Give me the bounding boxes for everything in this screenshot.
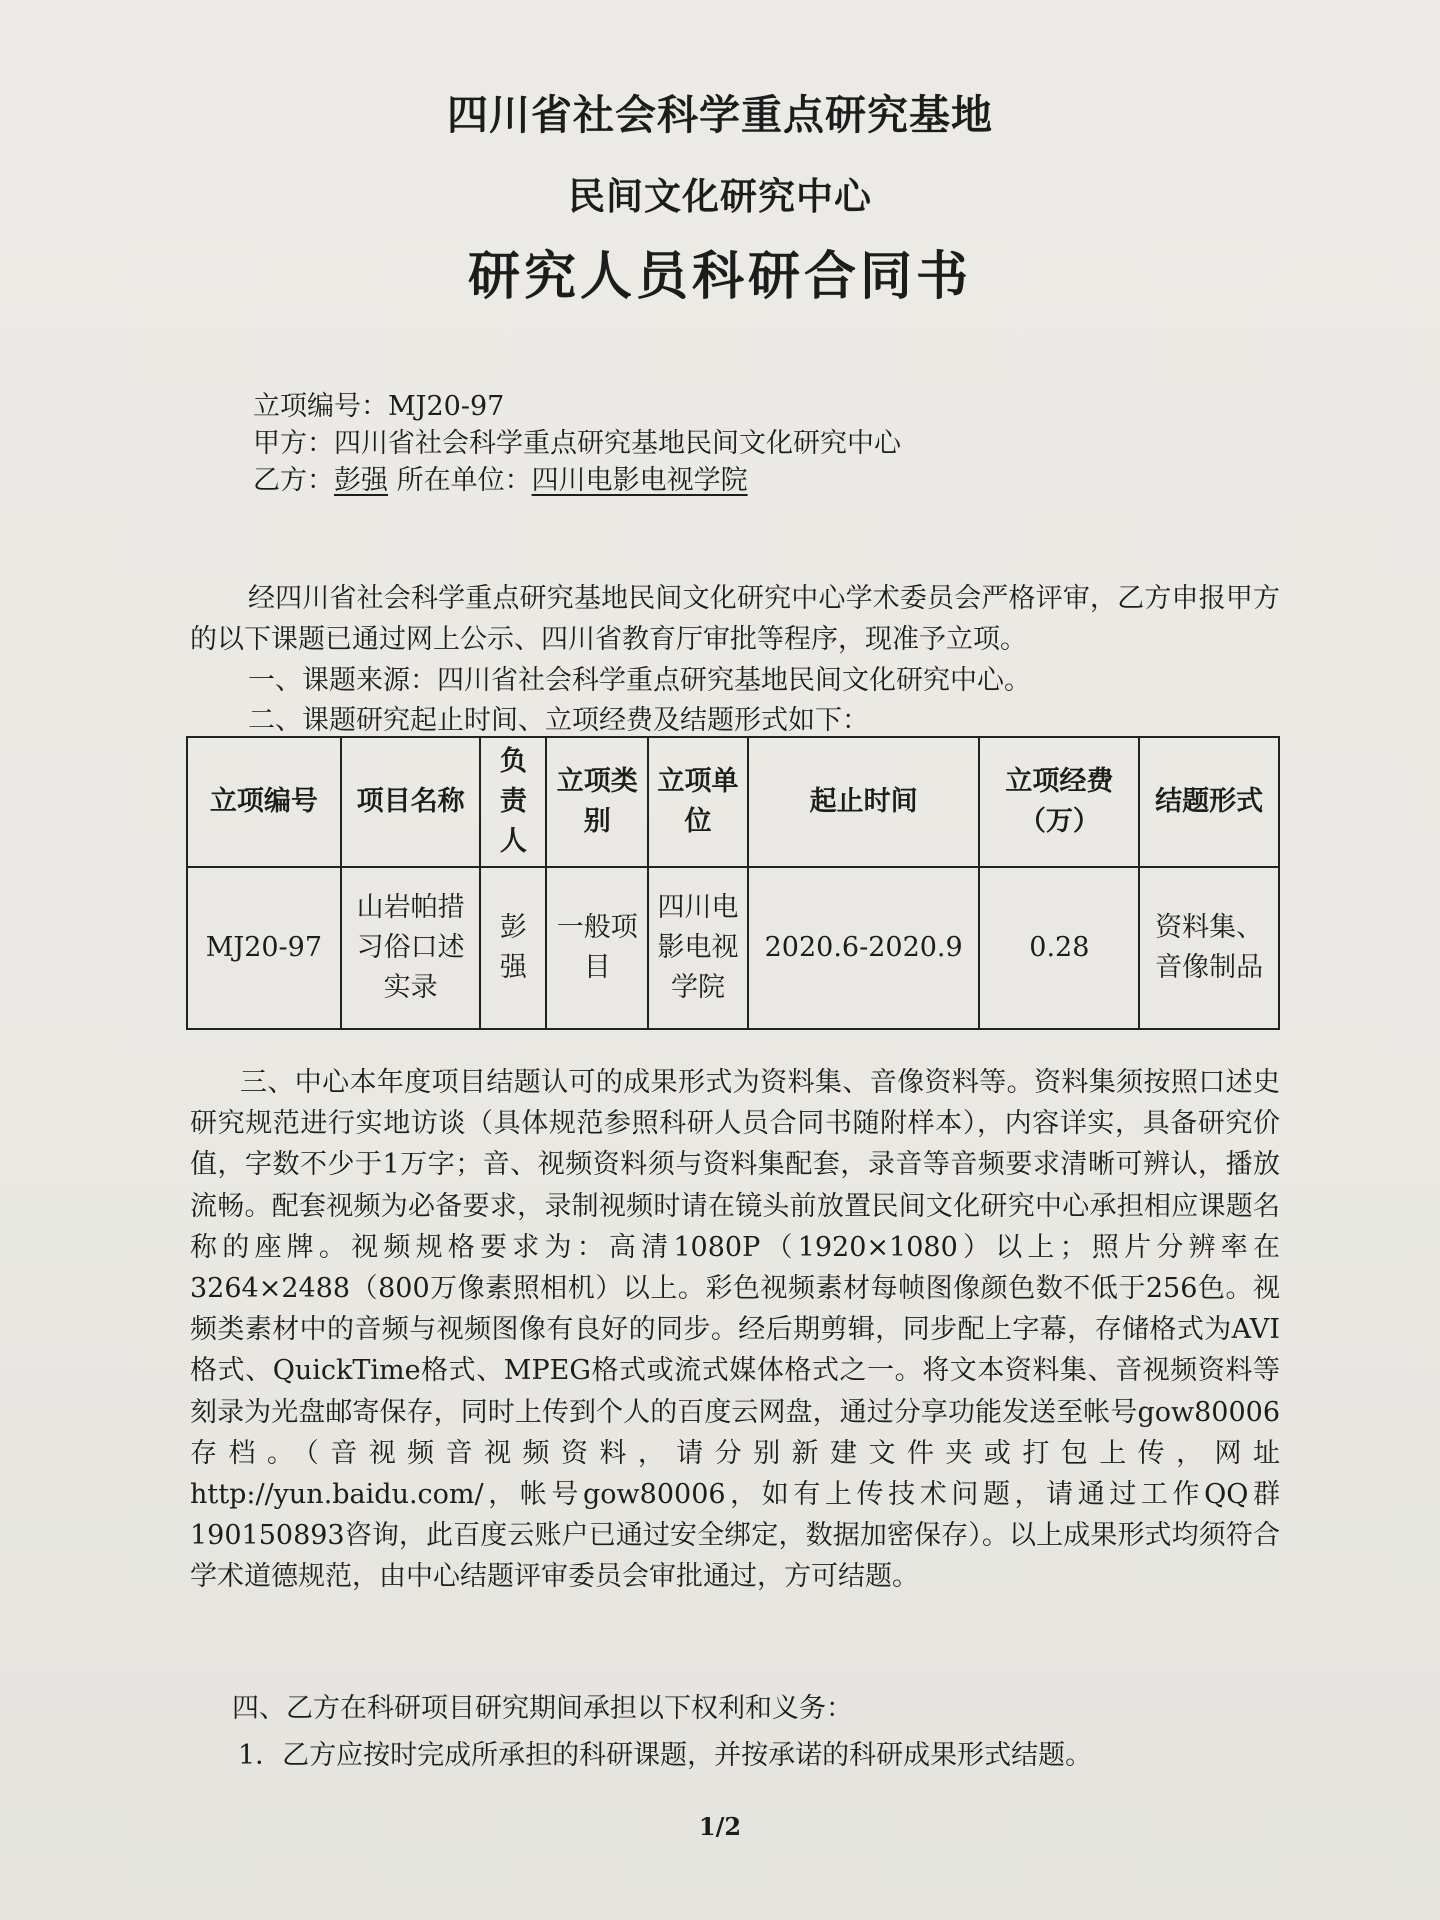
project-info-table (186, 736, 1280, 1030)
cell-leader: 彭强 (480, 867, 546, 1029)
header-cell: 立项经费（万） (979, 737, 1139, 867)
cell-category: 一般项目 (546, 867, 648, 1029)
table-row (187, 867, 1279, 1029)
header-cell: 项目名称 (341, 737, 481, 867)
document-title: 研究人员科研合同书 (467, 247, 972, 307)
header-cell: 结题形式 (1139, 737, 1279, 867)
header-cell: 立项单位 (648, 737, 748, 867)
cell-funding: 0.28 (979, 867, 1139, 1029)
table-header-row (187, 737, 1279, 867)
header-cell: 立项类别 (546, 737, 648, 867)
title-line-1: 四川省社会科学重点研究基地 (447, 91, 993, 139)
cell-period: 2020.6-2020.9 (748, 867, 980, 1029)
header-cell: 起止时间 (748, 737, 980, 867)
clause-3: 三、中心本年度项目结题认可的成果形式为资料集、音像资料等。资料集须按照口述史研究规范进行实地访谈（具体规范参照科研人员合同书随附样本），内容详实，具备研究价值，字数不少于1万字；音、视频资料须与资料集配套，录音等音频要求清晰可辨认，播放流畅。配套视频为必备要求，录制视频时请在镜头前放置民间文化研究中心承担相应课题名称的座牌。视频规格要求为：高清1080P（1920×1080）以上；照片分辨率在3264×2488（800万像素照相机）以上。彩色视频素材每帧图像颜色数不低于256色。视频类素材中的音频与视频图像有良好的同步。经后期剪辑，同步配上字幕，存储格式为AVI格式、QuickTime格式、MPEG格式或流式媒体格式之一。将文本资料集、音视频资料等刻录为光盘邮寄保存，同时上传到个人的百度云网盘，通过分享功能发送至帐号gow80006存档。（音视频音视频资料，请分别新建文件夹或打包上传，网址http://yun.baidu.com/，帐号gow80006，如有上传技术问题，请通过工作QQ群190150893咨询，此百度云账户已通过安全绑定，数据加密保存）。以上成果形式均须符合学术道德规范，由中心结题评审委员会审批通过，方可结题。 (190, 1067, 1280, 1593)
unit-name: 四川电影电视学院 (531, 465, 748, 496)
intro-paragraph: 经四川省社会科学重点研究基地民间文化研究中心学术委员会严格评审，乙方申报甲方的以下课题已通过网上公示、四川省教育厅审批等程序，现准予立项。 (190, 583, 1280, 655)
cell-completion-form: 资料集、音像制品 (1139, 867, 1279, 1029)
clause-4: 四、乙方在科研项目研究期间承担以下权利和义务： (232, 1693, 853, 1724)
party-b-name: 彭强 (334, 465, 388, 496)
cell-project-name: 山岩帕措习俗口述实录 (341, 867, 481, 1029)
cell-unit: 四川电影电视学院 (648, 867, 748, 1029)
clause-4-1: 1．乙方应按时完成所承担的科研课题，并按承诺的科研成果形式结题。 (238, 1740, 1093, 1771)
project-number: 立项编号：MJ20-97 (253, 391, 505, 422)
party-b (253, 458, 748, 497)
header-cell: 立项编号 (187, 737, 341, 867)
cell-project-number: MJ20-97 (187, 867, 341, 1029)
clause-1: 一、课题来源：四川省社会科学重点研究基地民间文化研究中心。 (248, 665, 1031, 696)
page-number: 1/2 (698, 1812, 742, 1841)
unit-label: 所在单位： (388, 465, 532, 496)
clause-2: 二、课题研究起止时间、立项经费及结题形式如下： (248, 705, 869, 736)
party-a: 甲方：四川省社会科学重点研究基地民间文化研究中心 (253, 428, 901, 459)
party-b-label: 乙方： (253, 465, 334, 496)
title-line-2: 民间文化研究中心 (568, 175, 872, 218)
header-cell: 负责人 (480, 737, 546, 867)
